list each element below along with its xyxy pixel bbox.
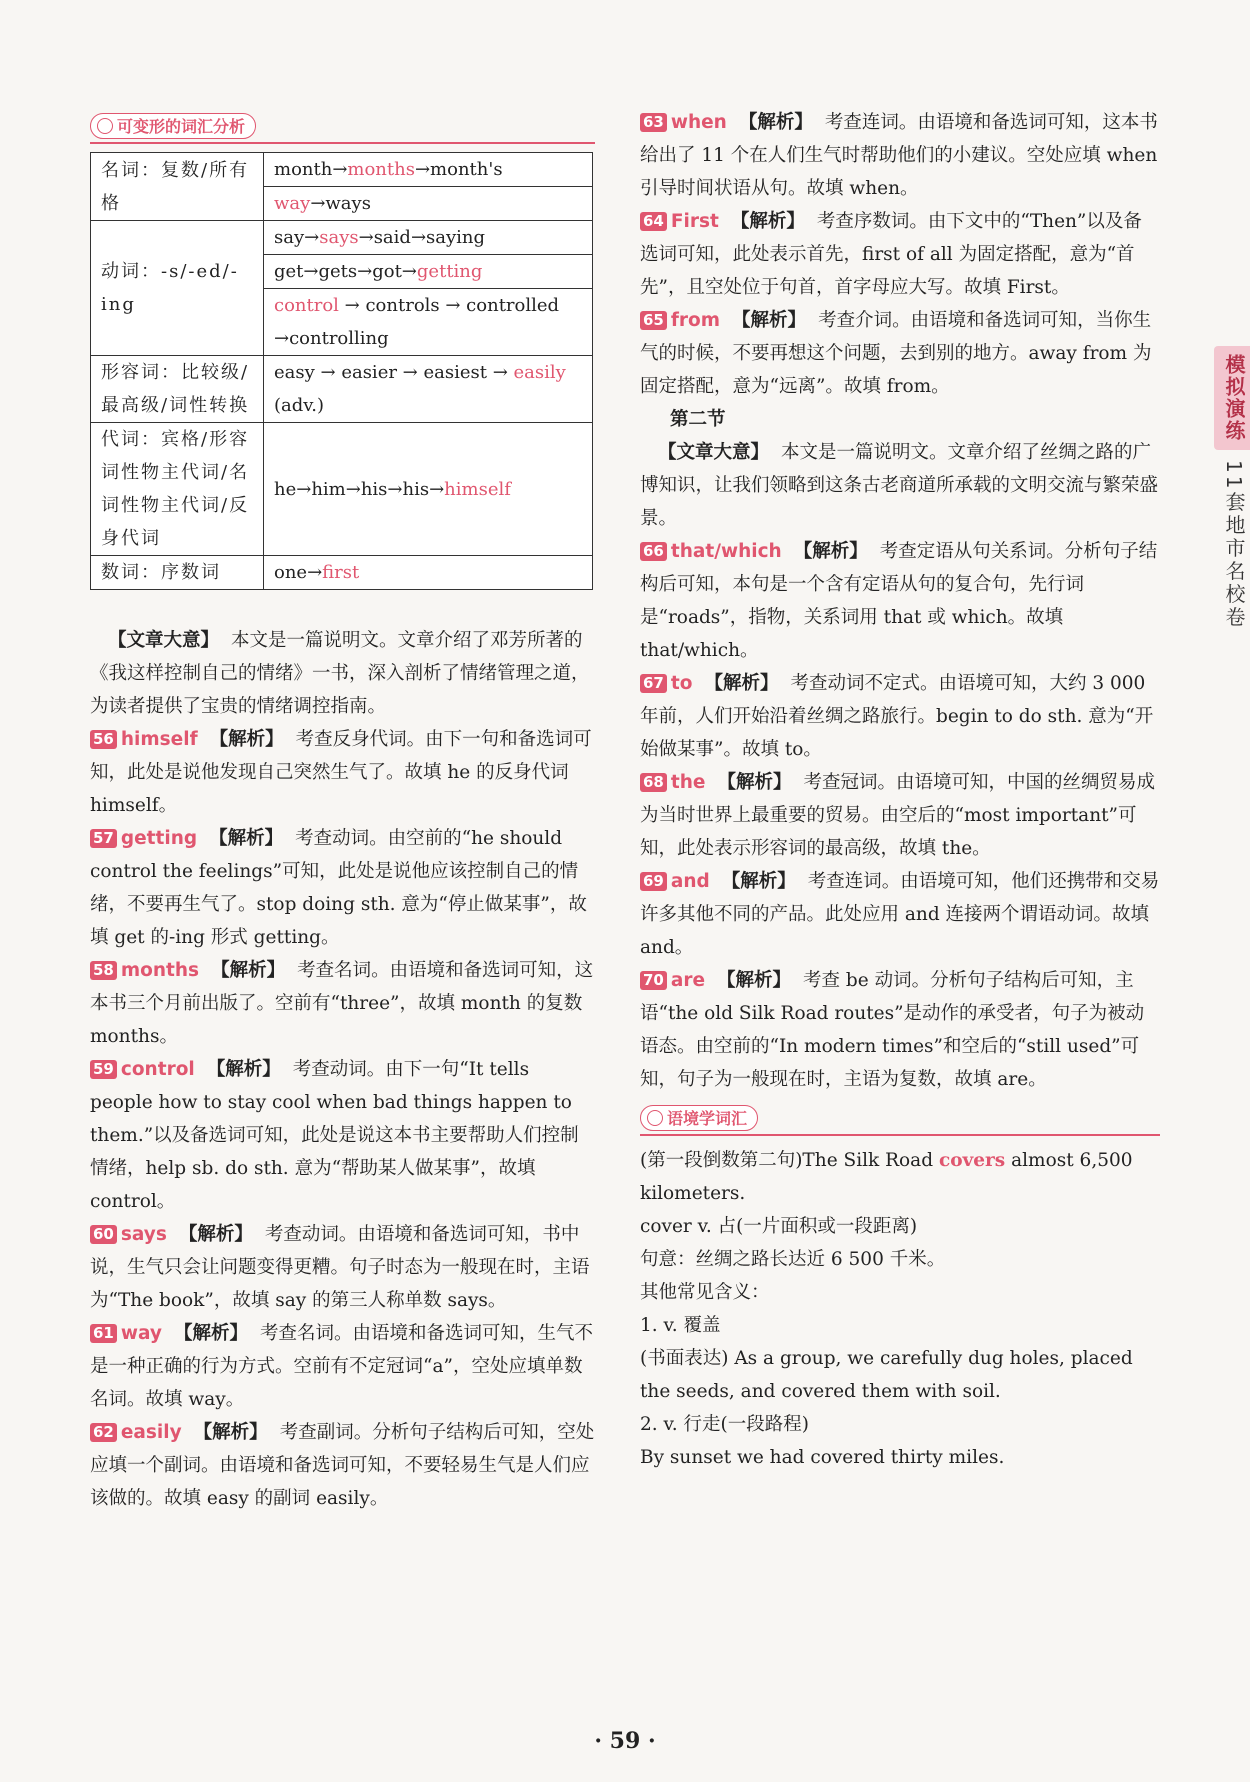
answer-item [640, 766, 1160, 865]
explanation: 考查动词。由语境和备选词可知，书中说，生气只会让问题变得更糟。句子时态为一般现在时，主语为“The book”，故填 say 的第三人称单数 says。 [90, 1224, 590, 1311]
question-number: 64 [640, 212, 667, 231]
explanation: 考查名词。由语境和备选词可知，生气不是一种正确的行为方式。空前有不定冠词“a”，空处应填单数名词。故填 way。 [90, 1323, 593, 1410]
explanation: 考查定语从句关系词。分析句子结构后可知，本句是一个含有定语从句的复合句，先行词是“roads”，指物，关系词用 that 或 which。故填 that/which。 [640, 541, 1158, 661]
context-header-title: 语境学词汇 [667, 1108, 748, 1128]
question-number: 63 [640, 113, 667, 132]
answer: months [120, 960, 200, 981]
question-number: 67 [640, 674, 667, 693]
right-summary: 【文章大意】 本文是一篇说明文。文章介绍了丝绸之路的广博知识，让我们领略到这条古老商道所承载的文明交流与繁荣盛景。 [640, 442, 1159, 529]
context-sense-1: 1. v. 覆盖 [640, 1315, 721, 1336]
vocab-cell: say→says→said→saying [264, 221, 593, 255]
pron-category: 代词：宾格/形容词性物主代词/名词性物主代词/反身代词 [91, 423, 264, 556]
answer-item [640, 865, 1160, 964]
analysis-tag: 【解析】 [730, 211, 805, 232]
num-category: 数词：序数词 [91, 556, 264, 590]
answer: First [670, 211, 719, 232]
vocab-header-title: 可变形的词汇分析 [117, 116, 246, 136]
vocab-cell: get→gets→got→getting [264, 255, 593, 289]
answer: that/which [670, 541, 782, 562]
explanation: 考查动词。由下一句“It tells people how to stay cool when bad things happen to them.”以及备选词可知，此处是说这本书主要帮助人们控制情绪，help sb. do sth. 意为“帮助某人做某事”，故填 control。 [90, 1059, 579, 1212]
answer-item [640, 304, 1160, 403]
left-column [90, 110, 595, 1515]
context-sense-2: 2. v. 行走(一段路程) [640, 1414, 809, 1435]
answer: control [120, 1059, 195, 1080]
question-number: 68 [640, 773, 667, 792]
question-number: 66 [640, 542, 667, 561]
answer-item [640, 106, 1160, 205]
analysis-tag: 【解析】 [738, 112, 813, 133]
smiley-icon [647, 1110, 663, 1126]
answer: way [120, 1323, 162, 1344]
explanation: 考查副词。分析句子结构后可知，空处应填一个副词。由语境和备选词可知，不要轻易生气是人们应该做的。故填 easy 的副词 easily。 [90, 1422, 595, 1509]
vocab-cell: easy → easier → easiest → easily (adv.) [264, 356, 593, 423]
question-number: 56 [90, 730, 117, 749]
vocab-cell: control → controls → controlled →controlling [264, 289, 593, 356]
explanation: 考查序数词。由下文中的“Then”以及备选词可知，此处表示首先，first of all 为固定搭配，意为“首先”，且空处位于句首，首字母应大写。故填 First。 [640, 211, 1142, 298]
analysis-tag: 【解析】 [178, 1224, 253, 1245]
answer: the [670, 772, 706, 793]
answer: himself [120, 729, 198, 750]
answer-item [640, 205, 1160, 304]
analysis-tag: 【解析】 [721, 871, 796, 892]
context-vocab [640, 1144, 1160, 1474]
answer-item [90, 1317, 595, 1416]
context-other-label: 其他常见含义： [640, 1282, 770, 1303]
answer: getting [120, 828, 198, 849]
answer-item [90, 1218, 595, 1317]
right-column [640, 106, 1160, 1474]
question-number: 60 [90, 1225, 117, 1244]
vocab-table [90, 152, 593, 590]
explanation: 考查冠词。由语境可知，中国的丝绸贸易成为当时世界上最重要的贸易。由空后的“most important”可知，此处表示形容词的最高级，故填 the。 [640, 772, 1155, 859]
analysis-tag: 【解析】 [704, 673, 779, 694]
side-tab: 模拟演练 [1214, 346, 1250, 450]
context-section-header [640, 1102, 1160, 1136]
explanation: 考查动词不定式。由语境可知，大约 3 000 年前，人们开始沿着丝绸之路旅行。begin to do sth. 意为“开始做某事”。故填 to。 [640, 673, 1154, 760]
question-number: 57 [90, 829, 117, 848]
context-header-badge [640, 1105, 758, 1131]
analysis-tag: 【解析】 [717, 772, 792, 793]
vocab-cell: one→first [264, 556, 593, 590]
explanation: 考查动词。由空前的“he should control the feelings”可知，此处是说他应该控制自己的情绪，不要再生气了。stop doing sth. 意为“停止做某事”，故填 get 的-ing 形式 getting。 [90, 828, 587, 948]
answer: and [670, 871, 710, 892]
answer-item [90, 1416, 595, 1515]
context-example-2: By sunset we had covered thirty miles. [640, 1447, 1005, 1468]
analysis-tag: 【解析】 [193, 1422, 268, 1443]
verb-category: 动词：-s/-ed/-ing [91, 221, 264, 356]
answer-item [640, 667, 1160, 766]
question-number: 59 [90, 1060, 117, 1079]
vocab-header-badge [90, 113, 256, 139]
explanation: 考查介词。由语境和备选词可知，当你生气的时候，不要再想这个问题，去到别的地方。away from 为固定搭配，意为“远离”。故填 from。 [640, 310, 1152, 397]
explanation: 考查连词。由语境和备选词可知，这本书给出了 11 个在人们生气时帮助他们的小建议。空处应填 when 引导时间状语从句。故填 when。 [640, 112, 1158, 199]
answer-item [640, 964, 1160, 1096]
answer-item [90, 822, 595, 954]
side-label: 11套地市名校卷 [1222, 460, 1246, 630]
question-number: 69 [640, 872, 667, 891]
answer: when [670, 112, 727, 133]
side-tab-area [1214, 346, 1250, 629]
question-number: 61 [90, 1324, 117, 1343]
answer: easily [120, 1422, 182, 1443]
adj-category: 形容词：比较级/最高级/词性转换 [91, 356, 264, 423]
context-definition: cover v. 占(一片面积或一段距离) [640, 1216, 918, 1237]
analysis-tag: 【解析】 [717, 970, 792, 991]
vocab-cell: month→months→month's [264, 153, 593, 187]
analysis-tag: 【解析】 [732, 310, 807, 331]
analysis-tag: 【解析】 [209, 828, 284, 849]
context-sentence: (第一段倒数第二句)The Silk Road covers almost 6,500 kilometers. [640, 1150, 1133, 1204]
vocab-cell: way→ways [264, 187, 593, 221]
answer-item [640, 535, 1160, 667]
noun-category: 名词：复数/所有格 [91, 153, 264, 221]
answer: are [670, 970, 706, 991]
explanation: 考查名词。由语境和备选词可知，这本书三个月前出版了。空前有“three”，故填 month 的复数 months。 [90, 960, 594, 1047]
answer: from [670, 310, 721, 331]
analysis-tag: 【解析】 [206, 1059, 281, 1080]
analysis-tag: 【解析】 [793, 541, 868, 562]
smiley-icon [97, 118, 113, 134]
vocab-section-header [90, 110, 595, 144]
explanation: 考查连词。由语境可知，他们还携带和交易许多其他不同的产品。此处应用 and 连接两个谓语动词。故填 and。 [640, 871, 1160, 958]
answer-item [90, 723, 595, 822]
answer-item [90, 954, 595, 1053]
left-summary: 【文章大意】 本文是一篇说明文。文章介绍了邓芳所著的《我这样控制自己的情绪》一书，深入剖析了情绪管理之道，为读者提供了宝贵的情绪调控指南。 [90, 630, 590, 717]
answer: to [670, 673, 693, 694]
analysis-tag: 【解析】 [211, 960, 286, 981]
left-answer-list [90, 723, 595, 1515]
question-number: 58 [90, 961, 117, 980]
section-title: 第二节 [670, 409, 726, 430]
answer-item [90, 1053, 595, 1218]
page-number: · 59 · [594, 1728, 656, 1754]
explanation: 考查反身代词。由下一句和备选词可知，此处是说他发现自己突然生气了。故填 he 的反身代词 himself。 [90, 729, 592, 816]
analysis-tag: 【解析】 [209, 729, 284, 750]
vocab-cell: he→him→his→his→himself [264, 423, 593, 556]
question-number: 70 [640, 971, 667, 990]
context-example-1: (书面表达) As a group, we carefully dug holes, placed the seeds, and covered them with soil. [640, 1348, 1133, 1402]
question-number: 62 [90, 1423, 117, 1442]
explanation: 考查 be 动词。分析句子结构后可知，主语“the old Silk Road routes”是动作的承受者，句子为被动语态。由空前的“In modern times”和空后的“still used”可知，句子为一般现在时，主语为复数，故填 are。 [640, 970, 1145, 1090]
analysis-tag: 【解析】 [173, 1323, 248, 1344]
right-answer-list-b [640, 535, 1160, 1096]
question-number: 65 [640, 311, 667, 330]
context-translation: 句意：丝绸之路长达近 6 500 千米。 [640, 1249, 946, 1270]
answer: says [120, 1224, 167, 1245]
right-answer-list-a [640, 106, 1160, 403]
